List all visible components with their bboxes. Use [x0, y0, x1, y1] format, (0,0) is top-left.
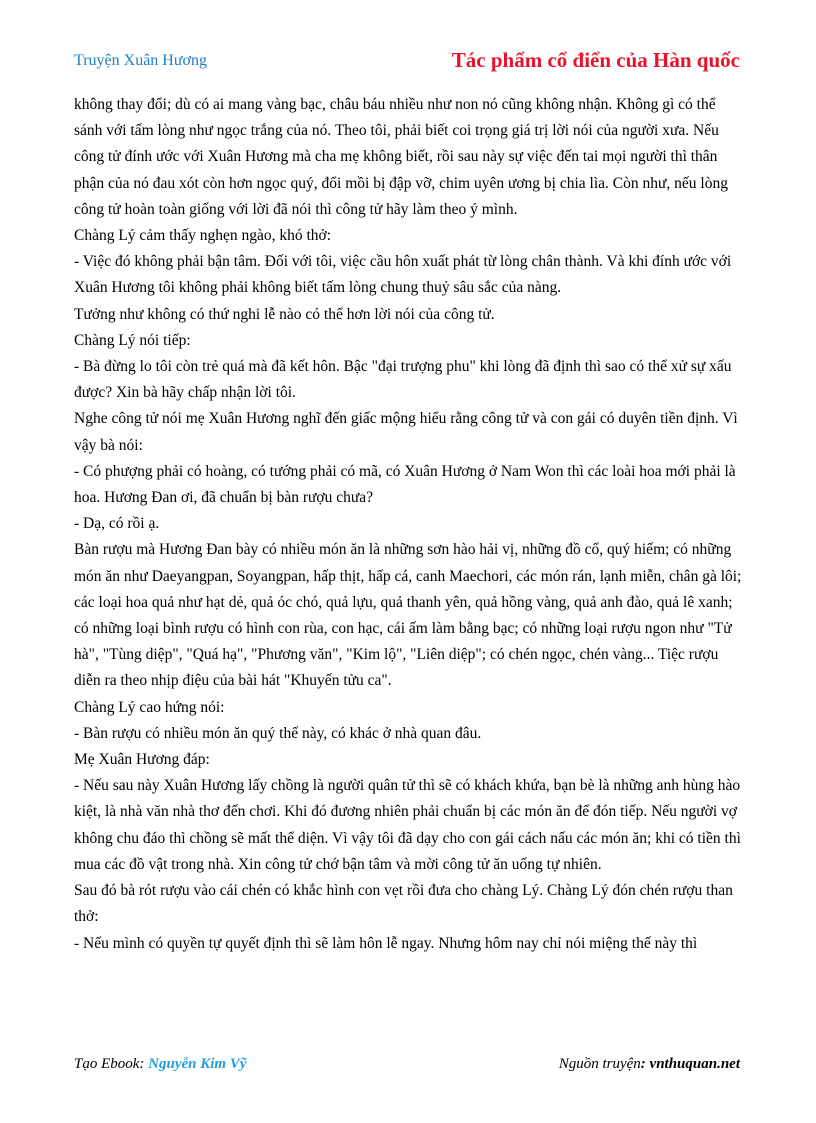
paragraph: - Việc đó không phải bận tâm. Đối với tôi, việc cầu hôn xuất phát từ lòng chân thành. Và khi đính ước với Xuân Hương tôi không phải không biết tấm lòng chung thuỷ sâu sắc của nàng.: [74, 253, 732, 297]
paragraph: Nghe công tử nói mẹ Xuân Hương nghĩ đến giấc mộng hiểu rằng công tử và con gái có duyên tiền định. Vì vậy bà nói:: [74, 410, 738, 454]
footer-credit: [74, 1056, 247, 1073]
paragraph: Bàn rượu mà Hương Đan bày có nhiều món ăn là những sơn hào hải vị, những đồ cổ, quý hiếm; có những món ăn như Daeyangpan, Soyangpan, hấp thịt, hấp cá, canh Maechori, các món rán, lạnh miễn, chân gà lôi; các loại hoa quả như hạt dẻ, quả óc chó, quả lựu, quả thanh yên, quả hồng vàng, quả anh đào, quả lê xanh; có những loại bình rượu có hình con rùa, con hạc, cái ấm làm bằng bạc; có những loại rượu ngon như "Tử hà", "Tùng diệp", "Quá hạ", "Phương văn", "Kim lộ", "Liên diệp"; có chén ngọc, chén vàng... Tiệc rượu diễn ra theo nhịp điệu của bài hát "Khuyến tửu ca".: [74, 541, 742, 690]
footer-credit-name: Nguyễn Kim Vỹ: [148, 1056, 247, 1072]
footer-source-separator: :: [640, 1056, 650, 1072]
paragraph: - Nếu mình có quyền tự quyết định thì sẽ làm hôn lễ ngay. Nhưng hôm nay chỉ nói miệng thế này thì: [74, 934, 698, 952]
paragraph: - Có phượng phải có hoàng, có tướng phải có mã, có Xuân Hương ở Nam Won thì các loài hoa mới phải là hoa. Hương Đan ơi, đã chuẩn bị bàn rượu chưa?: [74, 462, 736, 507]
paragraph: - Bàn rượu có nhiều món ăn quý thế này, có khác ở nhà quan đâu.: [74, 724, 482, 742]
footer-credit-separator: :: [139, 1056, 149, 1072]
paragraph: - Bà đừng lo tôi còn trẻ quá mà đã kết hôn. Bậc "đại trượng phu" khi lòng đã định thì sao có thể xử sự xấu được? Xin bà hãy chấp nhận lời tôi.: [74, 358, 732, 402]
paragraph: - Dạ, có rồi ạ.: [74, 515, 160, 533]
paragraph: Chàng Lý nói tiếp:: [74, 331, 191, 349]
footer-source-site: vnthuquan.net: [649, 1056, 740, 1072]
paragraph: Tưởng như không có thứ nghi lễ nào có thể hơn lời nói của công tử.: [74, 305, 495, 323]
footer-source-label: Nguồn truyện: [558, 1056, 641, 1072]
paragraph: không thay đổi; dù có ai mang vàng bạc, châu báu nhiều như non nó cũng không nhận. Không gì có thể sánh với tấm lòng như ngọc trắng của nó. Theo tôi, phải biết coi trọng giá trị lời nói của người xưa. Nếu công tử đính ước với Xuân Hương mà cha mẹ không biết, rồi sau này sự việc đến tai mọi người thì thân phận của nó đau xót còn hơn ngọc quý, đổi mồi bị đập vỡ, chim uyên ương bị chia lìa. Còn như, nếu lòng công tử hoàn toàn giống với lời đã nói thì công tử hãy làm theo ý mình.: [74, 96, 728, 218]
footer-source: [559, 1056, 740, 1073]
footer-credit-label: Tạo Ebook: [74, 1056, 140, 1072]
paragraph: Sau đó bà rót rượu vào cái chén có khắc hình con vẹt rồi đưa cho chàng Lý. Chàng Lý đón chén rượu than thở:: [74, 882, 733, 926]
series-title: Tác phẩm cổ điển của Hàn quốc: [451, 48, 740, 72]
paragraph: Chàng Lý cao hứng nói:: [74, 698, 225, 716]
paragraph: Chàng Lý cảm thấy nghẹn ngào, khó thở:: [74, 227, 332, 245]
page-body: [74, 92, 744, 957]
book-title: Truyện Xuân Hương: [74, 52, 207, 69]
paragraph: Mẹ Xuân Hương đáp:: [74, 751, 210, 769]
paragraph: - Nếu sau này Xuân Hương lấy chồng là người quân tử thì sẽ có khách khứa, bạn bè là những anh hùng hào kiệt, là nhà văn nhà thơ đến chơi. Khi đó đương nhiên phải chuẩn bị các món ăn để đón tiếp. Nếu người vợ không chu đáo thì chồng sẽ mất thể diện. Vì vậy tôi đã dạy cho con gái cách nấu các món ăn; khi có tiền thì mua các đồ vật trong nhà. Xin công tử chớ bận tâm và mời công tử ăn uống tự nhiên.: [74, 777, 741, 873]
